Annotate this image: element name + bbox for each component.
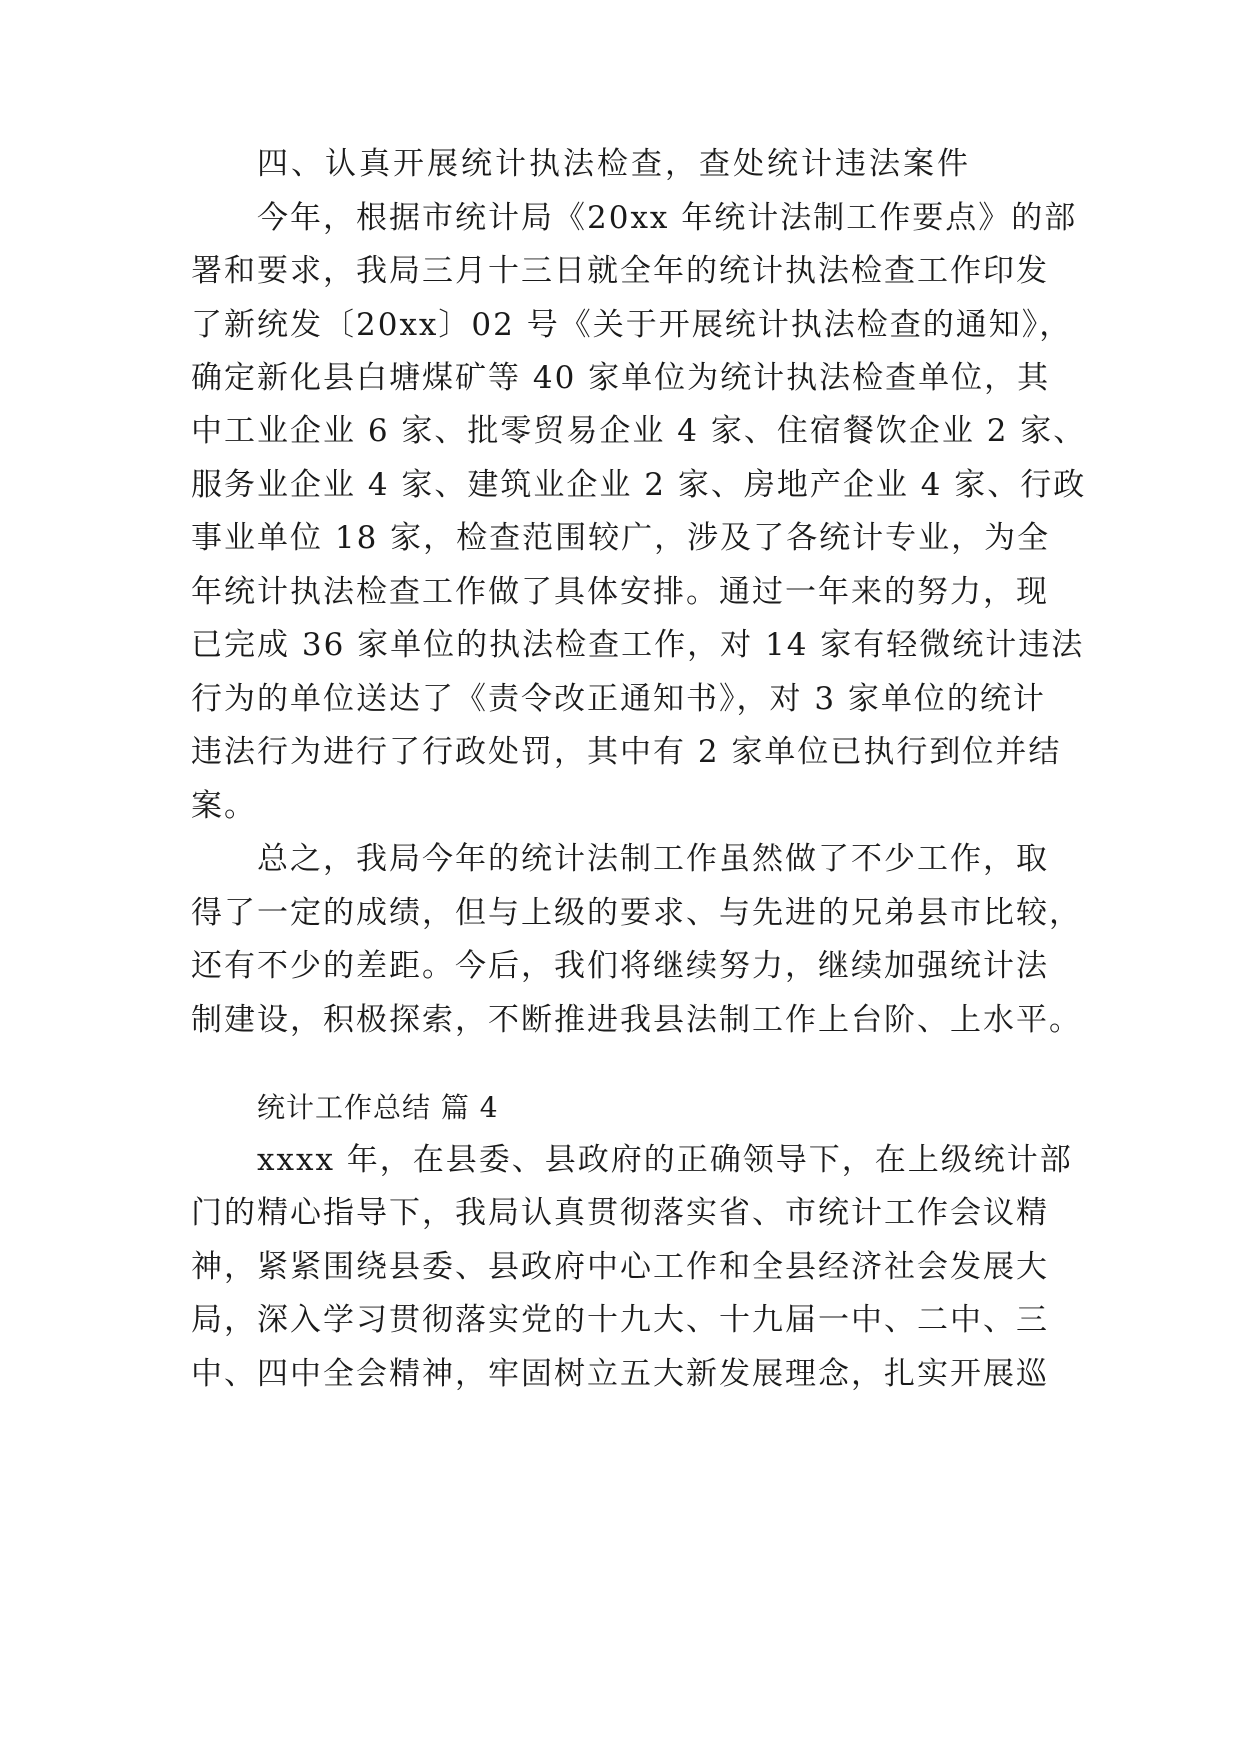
paragraph-line: 年统计执法检查工作做了具体安排。通过一年来的努力，现 <box>191 574 1049 610</box>
paragraph-line: 违法行为进行了行政处罚，其中有 2 家单位已执行到位并结 <box>191 734 1062 770</box>
paragraph-line: 总之，我局今年的统计法制工作虽然做了不少工作，取 <box>257 841 1049 877</box>
paragraph-line: 还有不少的差距。今后，我们将继续努力，继续加强统计法 <box>191 948 1049 984</box>
paragraph-line: 中工业企业 6 家、批零贸易企业 4 家、住宿餐饮企业 2 家、 <box>191 413 1087 449</box>
paragraph-line: 得了一定的成绩，但与上级的要求、与先进的兄弟县市比较， <box>191 895 1082 931</box>
paragraph-line: 局，深入学习贯彻落实党的十九大、十九届一中、二中、三 <box>191 1302 1049 1338</box>
paragraph-line: 制建设，积极探索，不断推进我县法制工作上台阶、上水平。 <box>191 1002 1082 1038</box>
paragraph-line: 已完成 36 家单位的执法检查工作，对 14 家有轻微统计违法 <box>191 627 1085 663</box>
paragraph-line: 今年，根据市统计局《20xx 年统计法制工作要点》的部 <box>257 200 1078 236</box>
paragraph-line: 署和要求，我局三月十三日就全年的统计执法检查工作印发 <box>191 253 1049 289</box>
paragraph-line: 行为的单位送达了《责令改正通知书》，对 3 家单位的统计 <box>191 681 1046 717</box>
paragraph-line: 门的精心指导下，我局认真贯彻落实省、市统计工作会议精 <box>191 1195 1049 1231</box>
paragraph-line: 神，紧紧围绕县委、县政府中心工作和全县经济社会发展大 <box>191 1249 1049 1285</box>
paragraph-line: 服务业企业 4 家、建筑业企业 2 家、房地产企业 4 家、行政 <box>191 467 1087 503</box>
paragraph-line: xxxx 年，在县委、县政府的正确领导下，在上级统计部 <box>257 1142 1073 1178</box>
paragraph-line: 确定新化县白塘煤矿等 40 家单位为统计执法检查单位，其 <box>191 360 1051 396</box>
paragraph-line: 了新统发〔20xx〕02 号《关于开展统计执法检查的通知》， <box>191 307 1073 343</box>
section-title: 统计工作总结 篇 4 <box>257 1091 499 1124</box>
paragraph-line: 中、四中全会精神，牢固树立五大新发展理念，扎实开展巡 <box>191 1356 1049 1392</box>
paragraph-line: 事业单位 18 家，检查范围较广，涉及了各统计专业，为全 <box>191 520 1051 556</box>
section-heading: 四、认真开展统计执法检查，查处统计违法案件 <box>257 146 971 182</box>
paragraph-line: 案。 <box>191 788 257 824</box>
